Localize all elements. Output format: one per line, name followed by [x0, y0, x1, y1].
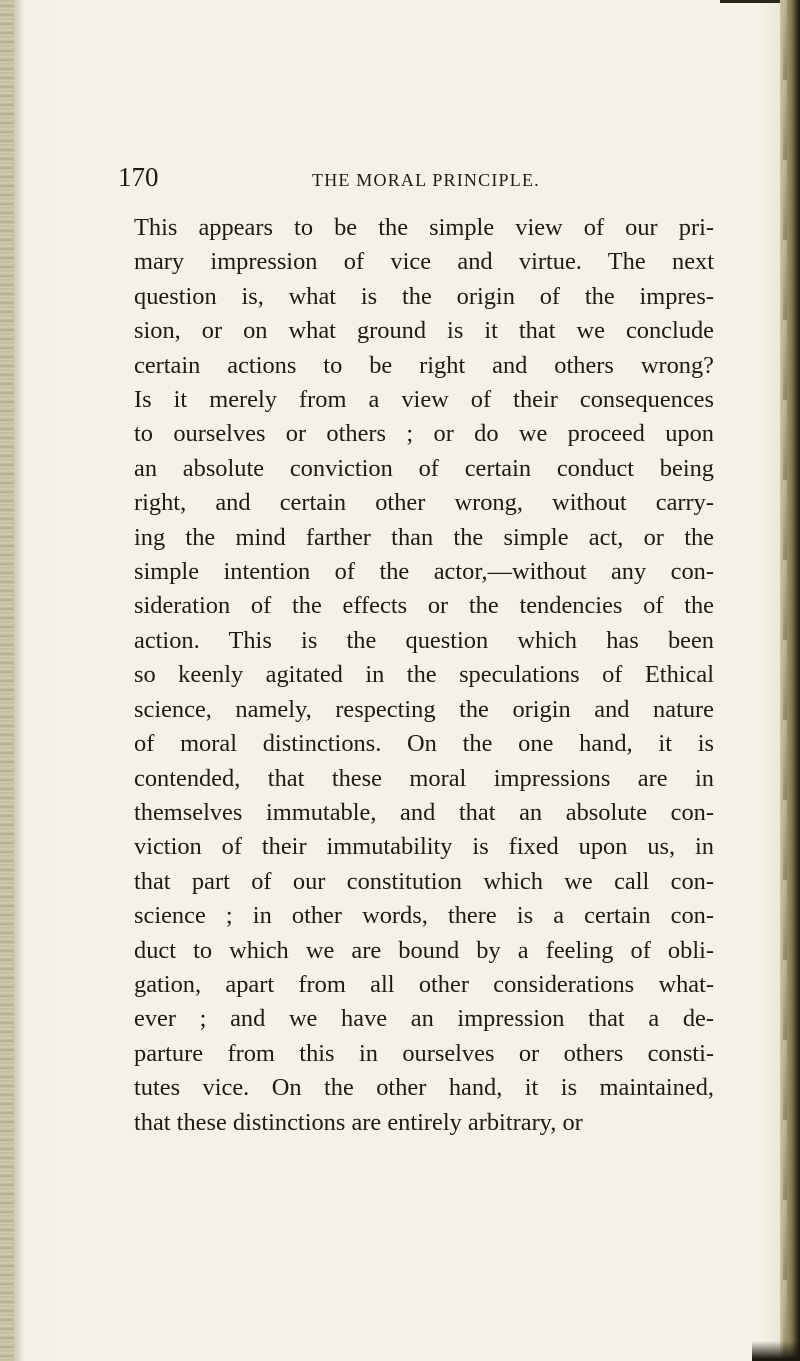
- page-number: 170: [118, 162, 159, 192]
- text-line: gation, apart from all other considerations what-: [134, 970, 714, 998]
- text-line: parture from this in ourselves or others consti-: [134, 1039, 714, 1067]
- text-line: to ourselves or others ; or do we proceed upon: [134, 420, 714, 448]
- body-text: [134, 211, 714, 1140]
- text-line: sideration of the effects or the tendencies of the: [134, 592, 714, 620]
- text-line: This appears to be the simple view of our pri-: [134, 214, 714, 241]
- binding-shadow: [14, 0, 24, 1361]
- text-line: that part of our constitution which we call con-: [134, 867, 714, 895]
- text-line: that these distinctions are entirely arbitrary, or: [134, 1108, 583, 1136]
- page-edge-highlight: [783, 0, 787, 1361]
- text-line: simple intention of the actor,—without any con-: [134, 558, 714, 586]
- page-top-edge: [720, 0, 780, 3]
- text-line: certain actions to be right and others wrong?: [134, 351, 714, 379]
- text-line: mary impression of vice and virtue. The next: [134, 248, 714, 276]
- text-line: ever ; and we have an impression that a de-: [134, 1005, 714, 1033]
- running-head: THE MORAL PRINCIPLE.: [312, 170, 540, 190]
- text-line: an absolute conviction of certain conduct being: [134, 454, 714, 482]
- text-line: right, and certain other wrong, without carry-: [134, 489, 714, 517]
- page-bottom-corner: [752, 1341, 800, 1361]
- page-binding-edge: [0, 0, 14, 1361]
- text-line: science, namely, respecting the origin and nature: [134, 695, 714, 723]
- text-line: action. This is the question which has been: [134, 626, 714, 654]
- text-line: tutes vice. On the other hand, it is maintained,: [134, 1074, 714, 1102]
- text-line: Is it merely from a view of their consequences: [134, 386, 714, 414]
- page-header: [118, 162, 678, 202]
- text-line: science ; in other words, there is a certain con-: [134, 902, 714, 930]
- text-line: viction of their immutability is fixed upon us, in: [134, 833, 714, 861]
- text-line: themselves immutable, and that an absolute con-: [134, 798, 714, 826]
- text-line: duct to which we are bound by a feeling of obli-: [134, 936, 714, 964]
- text-line: of moral distinctions. On the one hand, it is: [134, 730, 714, 758]
- text-line: sion, or on what ground is it that we conclude: [134, 317, 714, 345]
- text-line: so keenly agitated in the speculations of Ethical: [134, 661, 714, 689]
- text-line: question is, what is the origin of the impres-: [134, 282, 714, 310]
- text-line: ing the mind farther than the simple act, or the: [134, 523, 714, 551]
- text-line: contended, that these moral impressions are in: [134, 764, 714, 792]
